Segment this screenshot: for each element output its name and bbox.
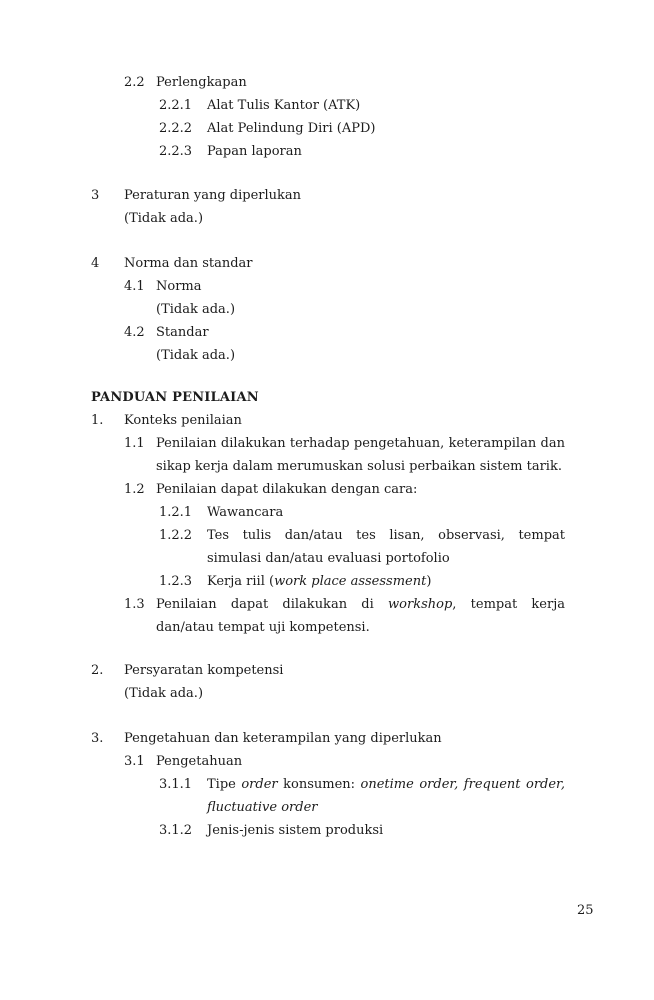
section-equipment [91,71,565,163]
text-run: konsumen: [277,777,361,792]
item-number: 2. [91,663,104,678]
item-number: 1.2.1 [159,505,193,520]
section-heading: PANDUAN PENILAIAN [91,390,259,405]
list-item [91,184,565,207]
list-item [159,140,565,163]
section-assessment-guide [91,386,565,842]
note-text: (Tidak ada.) [156,348,236,363]
item-number: 1.2 [124,482,145,497]
item-number: 4.1 [124,279,145,294]
list-item [124,432,565,478]
item-label: Perlengkapan [156,75,247,90]
note-line [124,298,565,321]
item-label: Norma dan standar [124,256,253,271]
item-number: 1.1 [124,436,145,451]
item-text: Wawancara [207,505,284,520]
list-item [124,750,565,773]
item-number: 1. [91,413,104,428]
list-item [91,252,565,275]
list-item [159,819,565,842]
list-item [159,773,565,819]
item-label: Norma [156,279,202,294]
item-label: Konteks penilaian [124,413,242,428]
note-spacer [124,344,156,367]
item-text: Penilaian dapat dilakukan dengan cara: [156,482,418,497]
list-item [91,409,565,432]
section-regulations [91,184,565,230]
list-item [159,117,565,140]
item-number: 3.1 [124,754,145,769]
list-item [159,94,565,117]
item-number: 3. [91,731,104,746]
document-content [91,71,565,842]
item-number: 2.2.1 [159,98,193,113]
section-norms [91,252,565,367]
text-run: Penilaian dapat dilakukan di [156,597,389,612]
text-run: Tipe [207,777,242,792]
text-run: , tempat kerja dan/atau tempat uji kompetensi. [156,597,565,635]
item-label: Pengetahuan [156,754,243,769]
item-text: Tes tulis dan/atau tes lisan, observasi, tempat simulasi dan/atau evaluasi portofolio [207,528,565,566]
item-number: 3.1.2 [159,823,193,838]
page-number: 25 [577,903,594,918]
item-label: Standar [156,325,209,340]
item-text: Alat Pelindung Diri (APD) [207,121,376,136]
item-number: 4 [91,256,100,271]
note-line [124,207,565,230]
list-item [124,478,565,501]
list-item [91,659,565,682]
list-item [159,524,565,570]
list-item [159,501,565,524]
item-label: Persyaratan kompetensi [124,663,284,678]
text-run-italic: onetime order, frequent order, fluctuative order [207,777,565,815]
item-number: 2.2.2 [159,121,193,136]
item-text [207,570,565,593]
text-run-italic: workshop [388,597,453,612]
text-run: ) [426,574,432,589]
item-number: 1.2.2 [159,528,193,543]
note-line [124,682,565,705]
item-text [156,593,565,639]
text-run: Kerja riil ( [207,574,275,589]
note-spacer [124,298,156,321]
item-number: 3.1.1 [159,777,193,792]
note-line [124,344,565,367]
item-number: 1.2.3 [159,574,193,589]
item-number: 4.2 [124,325,145,340]
item-text: Penilaian dilakukan terhadap pengetahuan, keterampilan dan sikap kerja dalam merumuskan solusi perbaikan sistem tarik. [156,436,565,474]
section-heading-row [91,386,565,409]
item-text: Alat Tulis Kantor (ATK) [207,98,361,113]
item-text: Papan laporan [207,144,302,159]
note-text: (Tidak ada.) [124,211,204,226]
list-item [159,570,565,593]
item-number: 1.3 [124,597,145,612]
item-number: 2.2 [124,75,145,90]
item-text [207,773,565,819]
note-text: (Tidak ada.) [156,302,236,317]
item-label: Pengetahuan dan keterampilan yang diperlukan [124,731,442,746]
list-item [124,275,565,298]
text-run-italic: work place assessment [274,574,427,589]
item-number: 3 [91,188,100,203]
item-label: Peraturan yang diperlukan [124,188,302,203]
note-text: (Tidak ada.) [124,686,204,701]
item-number: 2.2.3 [159,144,193,159]
text-run-italic: order [241,777,278,792]
item-text: Jenis-jenis sistem produksi [207,823,384,838]
list-item [124,321,565,344]
list-item [91,727,565,750]
list-item [124,71,565,94]
list-item [124,593,565,639]
